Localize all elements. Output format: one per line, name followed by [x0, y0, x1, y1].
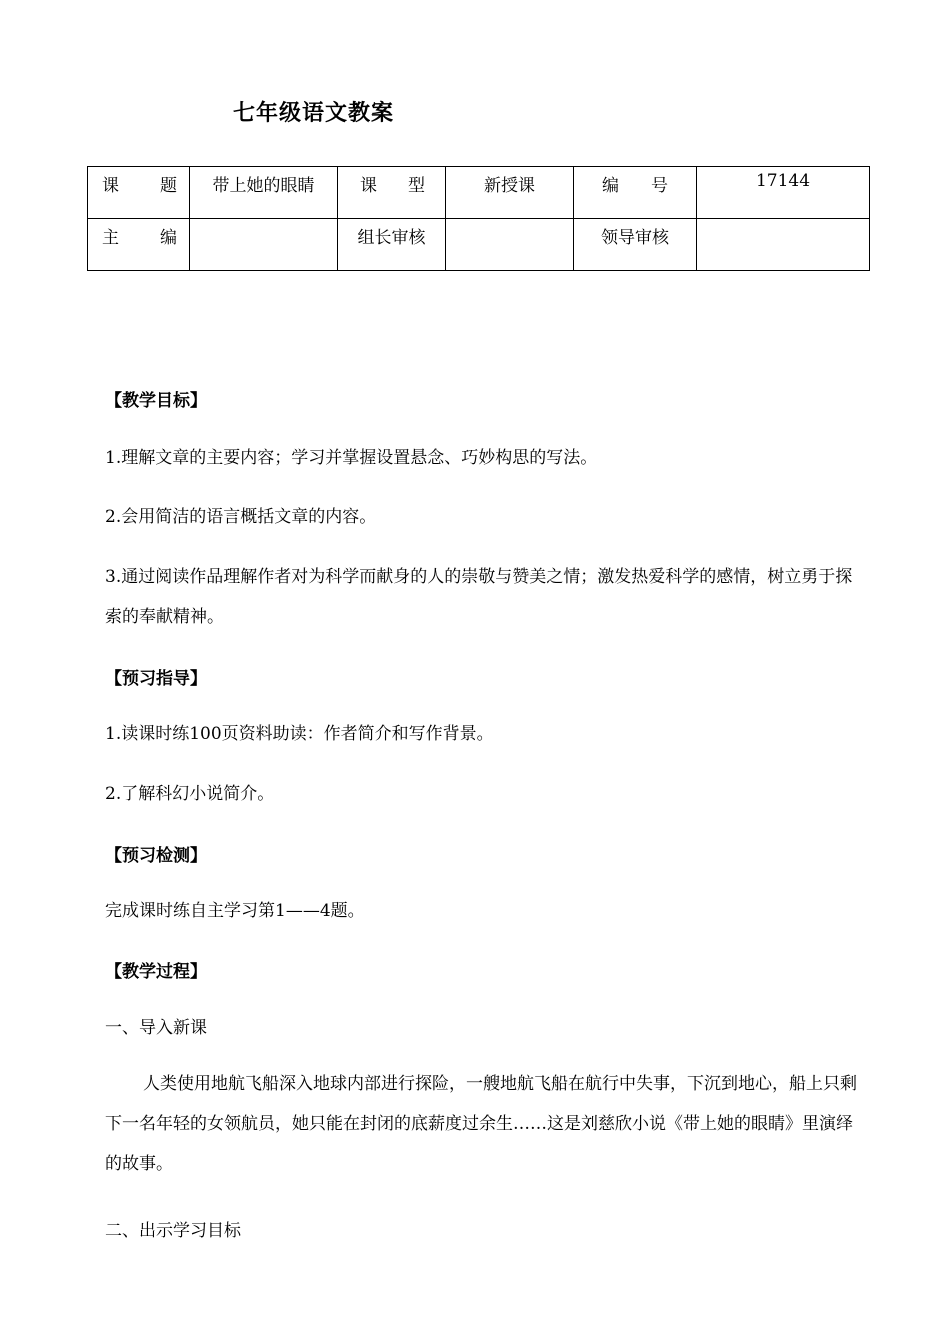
value-type: 新授课 [446, 167, 574, 219]
process-step: 一、导入新课 [105, 1018, 207, 1038]
lesson-info-table [87, 166, 870, 271]
process-step: 二、出示学习目标 [105, 1221, 241, 1241]
value-editor [190, 219, 338, 271]
label-topic: 课 题 [88, 167, 190, 219]
table-row [88, 167, 870, 219]
page-title: 七年级语文教案 [233, 101, 395, 126]
goal-item: 2.会用简洁的语言概括文章的内容。 [105, 507, 377, 527]
value-group-review [446, 219, 574, 271]
section-heading-goals: 【教学目标】 [105, 391, 207, 411]
goal-item: 1.理解文章的主要内容；学习并掌握设置悬念、巧妙构思的写法。 [105, 448, 598, 468]
value-number: 17144 [697, 167, 870, 219]
label-number: 编 号 [574, 167, 697, 219]
value-leader-review [697, 219, 870, 271]
label-group-review: 组长审核 [338, 219, 446, 271]
section-heading-preview-check: 【预习检测】 [105, 846, 207, 866]
label-type: 课 型 [338, 167, 446, 219]
label-editor: 主 编 [88, 219, 190, 271]
guide-item: 1.读课时练100页资料助读：作者简介和写作背景。 [105, 724, 494, 744]
section-heading-process: 【教学过程】 [105, 962, 207, 982]
label-leader-review: 领导审核 [574, 219, 697, 271]
value-topic: 带上她的眼睛 [190, 167, 338, 219]
guide-item: 2.了解科幻小说简介。 [105, 784, 275, 804]
intro-paragraph: 人类使用地航飞船深入地球内部进行探险，一艘地航飞船在航行中失事，下沉到地心，船上只剩下一名年轻的女领航员，她只能在封闭的底薪度过余生……这是刘慈欣小说《带上她的眼睛》里演绎的故事。 [105, 1074, 857, 1174]
goal-item: 3.通过阅读作品理解作者对为科学而献身的人的崇敬与赞美之情；激发热爱科学的感情，树立勇于探索的奉献精神。 [105, 567, 853, 627]
table-row [88, 219, 870, 271]
check-text: 完成课时练自主学习第1——4题。 [105, 901, 365, 921]
section-heading-preview-guide: 【预习指导】 [105, 669, 207, 689]
